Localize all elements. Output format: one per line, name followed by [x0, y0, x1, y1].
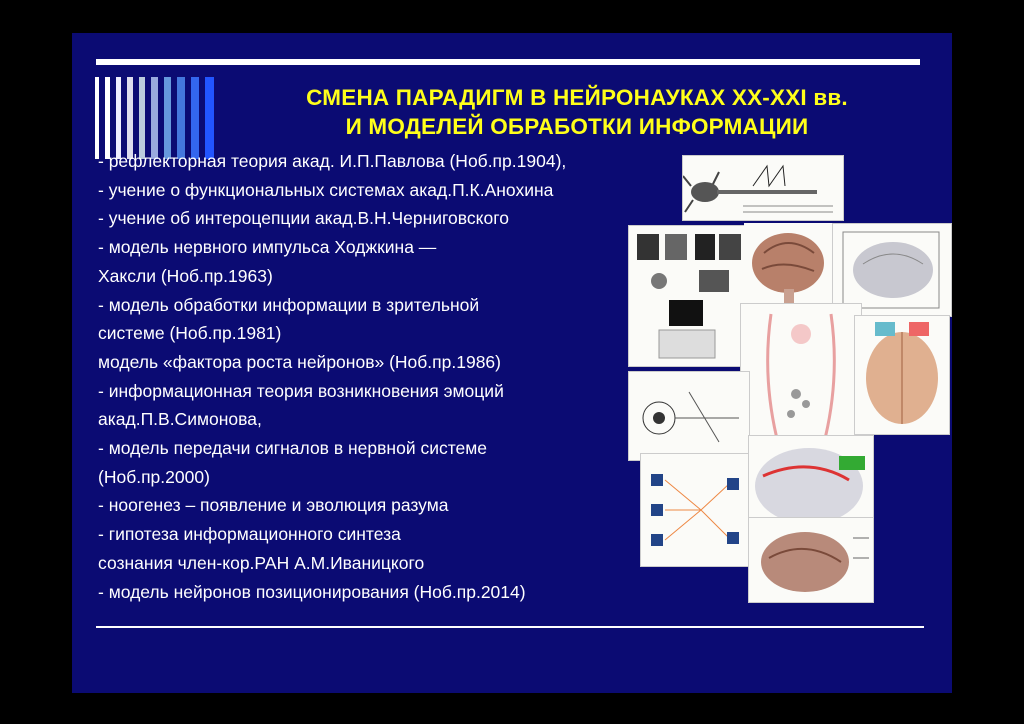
- list-item: - модель передачи сигналов в нервной системе: [98, 438, 488, 458]
- list-item: системе (Ноб.пр.1981): [98, 323, 282, 344]
- decorative-bars: [95, 77, 225, 159]
- list-item: сознания член-кор.РАН А.М.Иваницкого: [98, 552, 425, 573]
- slide-title: [212, 83, 942, 141]
- list-item: - гипотеза информационного синтеза: [98, 524, 401, 545]
- list-item: модель «фактора роста нейронов» (Ноб.пр.1986): [98, 351, 501, 372]
- functional-systems-figure: [628, 225, 750, 367]
- list-item: - ноогенез – появление и эволюция разума: [98, 495, 449, 516]
- information-synthesis-figure: [640, 453, 752, 567]
- list-item: - модель нейронов позиционирования (Ноб.пр.2014): [98, 581, 526, 602]
- position-neurons-figure: [748, 517, 874, 603]
- top-rule: [96, 59, 920, 65]
- list-item: - учение о функциональных системах акад.П.К.Анохина: [98, 179, 554, 200]
- list-item: (Ноб.пр.2000): [98, 466, 210, 487]
- list-item: - учение об интероцепции акад.В.Н.Черниговского: [98, 208, 509, 229]
- list-item: - модель обработки информации в зрительной: [98, 294, 480, 315]
- title-line-1: СМЕНА ПАРАДИГМ В НЕЙРОНАУКАХ XX-XXI вв.: [306, 85, 848, 110]
- list-item: - рефлекторная теория акад. И.П.Павлова (Ноб.пр.1904),: [98, 151, 567, 171]
- list-item: - информационная теория возникновения эмоций: [98, 380, 504, 401]
- list-item: Хаксли (Ноб.пр.1963): [98, 265, 273, 286]
- visual-system-figure: [854, 315, 950, 435]
- title-line-2: И МОДЕЛЕЙ ОБРАБОТКИ ИНФОРМАЦИИ: [345, 114, 809, 139]
- growth-factor-figure: [628, 371, 750, 461]
- bottom-rule: [96, 626, 924, 628]
- neuron-impulse-figure: [682, 155, 844, 221]
- list-item: - модель нервного импульса Ходжкина —: [98, 237, 437, 258]
- slide: [72, 33, 952, 693]
- list-item: акад.П.В.Симонова,: [98, 409, 262, 430]
